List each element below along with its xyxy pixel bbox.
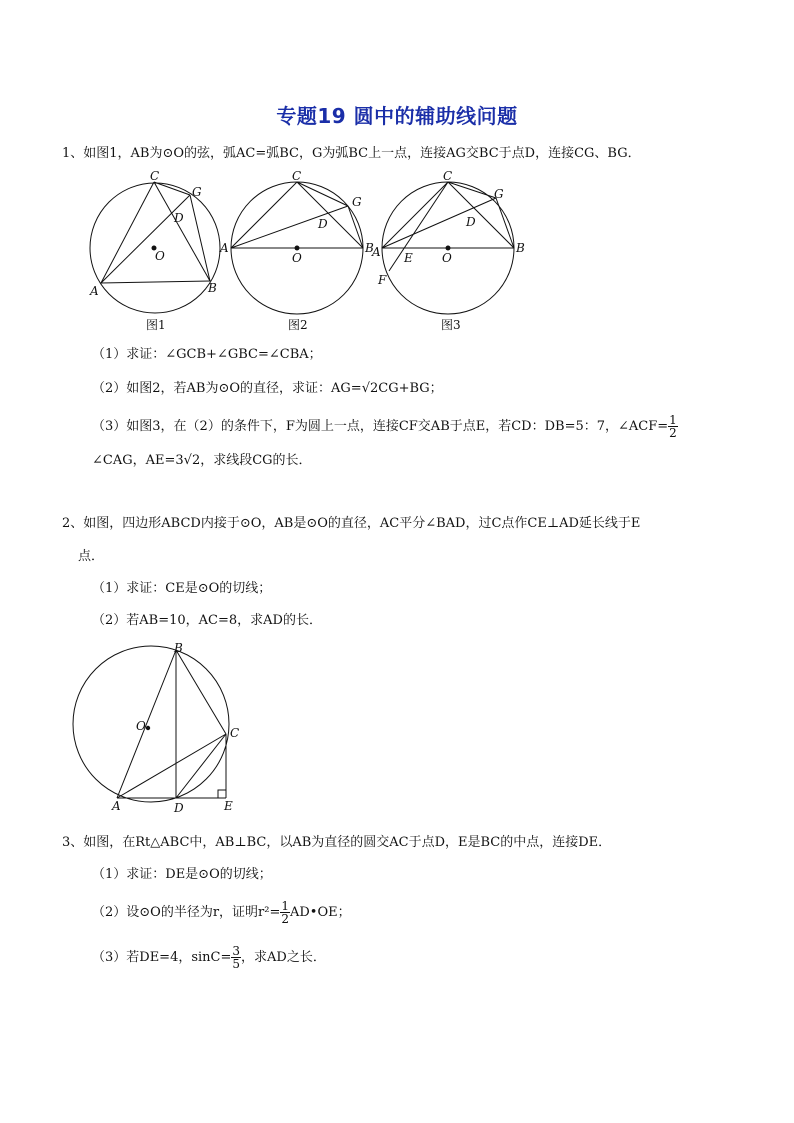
fig1-label-A: A <box>90 284 99 298</box>
fig3-caption: 图3 <box>441 318 461 332</box>
q2-label-B: B <box>174 641 183 655</box>
fig3-label-E: E <box>404 251 413 265</box>
fig1-label-G: G <box>192 185 202 199</box>
fig1-caption: 图1 <box>146 318 166 332</box>
q2-label-C: C <box>230 726 240 740</box>
fig1-label-O: O <box>155 249 165 263</box>
q3-stem: 3、如图，在Rt△ABC中，AB⊥BC，以AB为直径的圆交AC于点D，E是BC的中点，连接DE． <box>62 835 612 850</box>
q3-part3: （3）若DE=4，sinC= $\frac{3}{5}$ ，求AD之长． <box>92 944 326 971</box>
q2-part2: （2）若AB=10，AC=8，求AD的长． <box>92 613 322 628</box>
fig3-label-B: B <box>516 241 525 255</box>
q1-part2: （2）如图2，若AB为⊙O的直径，求证：AG=√2CG+BG； <box>92 381 443 396</box>
q3-part1: （1）求证：DE是⊙O的切线； <box>92 867 272 882</box>
fig3-label-D: D <box>466 215 476 229</box>
fig1-label-C: C <box>150 169 160 183</box>
fig1-label-B: B <box>208 281 217 295</box>
fig3-label-F: F <box>378 273 387 287</box>
fig2-label-O: O <box>292 251 302 265</box>
q2-label-E: E <box>224 799 233 813</box>
q1-part3-text: （3）如图3，在（2）的条件下，F为圆上一点，连接CF交AB于点E，若CD：DB=5：7，∠ACF= <box>92 419 669 434</box>
q1-part3-fraction: $\frac{1}{2}$ <box>669 413 677 440</box>
q3-part2-fraction: $\frac{1}{2}$ <box>281 899 289 926</box>
fig3-label-A: A <box>372 245 381 259</box>
fig3-label-O: O <box>442 251 452 265</box>
fig2-label-A: A <box>220 241 229 255</box>
q1-figures <box>82 168 532 338</box>
q1-part1: （1）求证：∠GCB+∠GBC=∠CBA； <box>92 347 322 362</box>
q2-figure <box>64 640 254 820</box>
fig2-caption: 图2 <box>288 318 308 332</box>
q3-part2: （2）设⊙O的半径为r，证明r²= $\frac{1}{2}$ AD•OE； <box>92 899 351 926</box>
q2-stem: 2、如图，四边形ABCD内接于⊙O，AB是⊙O的直径，AC平分∠BAD，过C点作CE⊥AD延长线于E <box>62 516 641 531</box>
fig1-label-D: D <box>174 211 184 225</box>
q3-part3-fraction: $\frac{3}{5}$ <box>232 944 241 971</box>
fig2-label-D: D <box>318 217 328 231</box>
fig3-label-C: C <box>443 169 453 183</box>
fig2-label-B: B <box>365 241 374 255</box>
fig2-label-G: G <box>352 195 362 209</box>
fig3-label-G: G <box>494 187 504 201</box>
q2-label-D: D <box>174 801 184 815</box>
q2-part1: （1）求证：CE是⊙O的切线； <box>92 581 272 596</box>
page-title: 专题19 圆中的辅助线问题 <box>276 104 518 128</box>
q1-stem: 1、如图1，AB为⊙O的弦，弧AC=弧BC，G为弧BC上一点，连接AG交BC于点D，连接CG、BG． <box>62 146 641 161</box>
fig2-label-C: C <box>292 169 302 183</box>
q1-part3 <box>92 414 678 439</box>
q2-stem-cont: 点． <box>78 549 105 564</box>
q2-label-O: O <box>136 719 146 733</box>
q1-part3-cont: ∠CAG，AE=3√2，求线段CG的长． <box>92 453 312 468</box>
q2-label-A: A <box>112 799 121 813</box>
